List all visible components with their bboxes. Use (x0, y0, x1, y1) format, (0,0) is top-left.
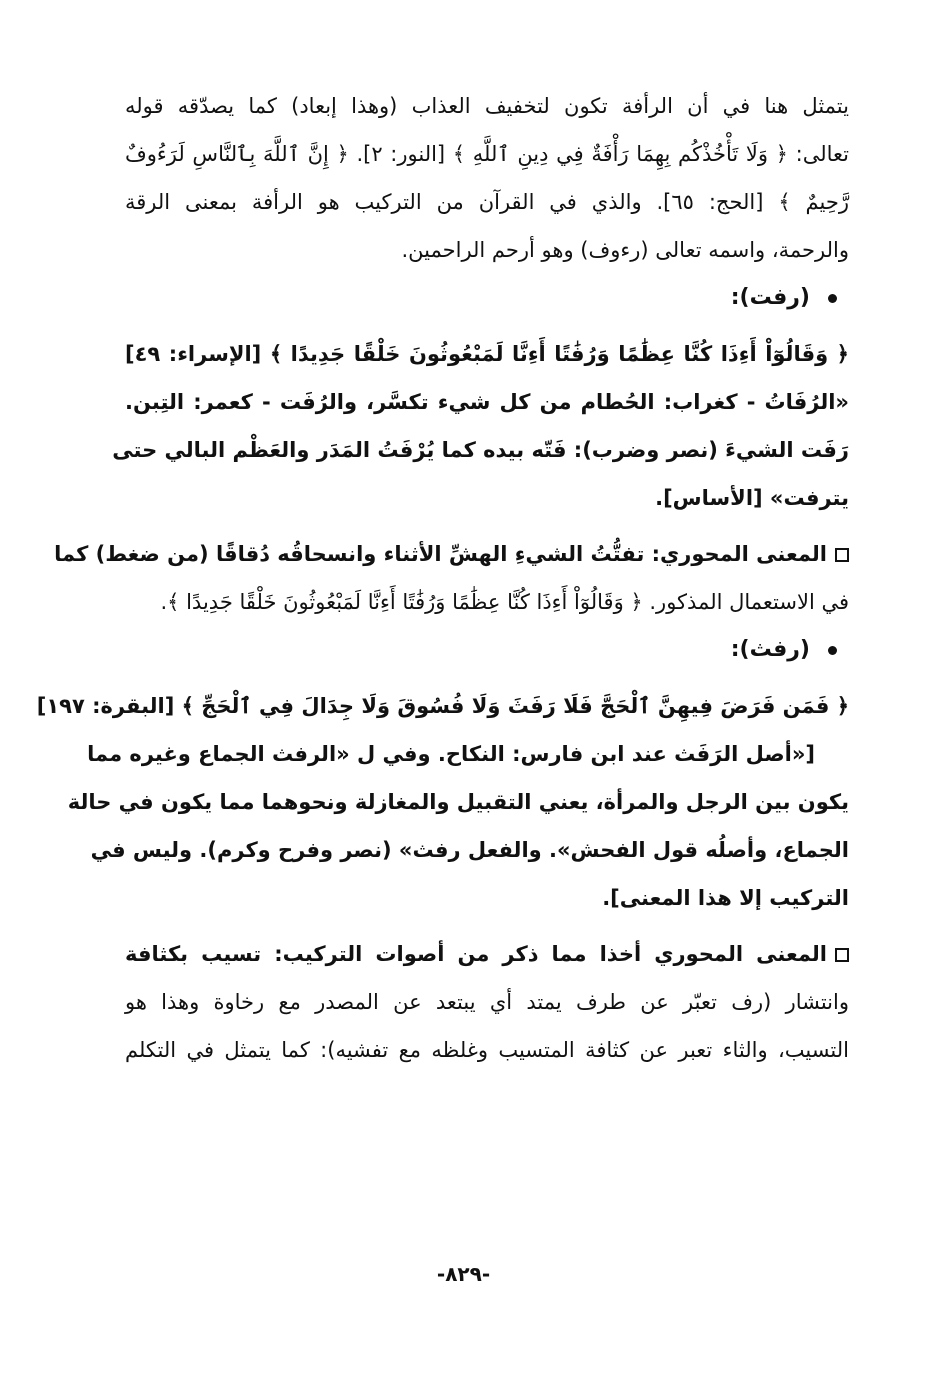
text-line: وانتشار (رف تعبّر عن طرف يمتد أي يبتعد عن المصدر مع رخاوة وهذا هو (125, 990, 849, 1014)
text-line (125, 930, 849, 978)
square-box-icon (835, 548, 849, 562)
page-body (36, 82, 849, 1074)
text-line: التركيب إلا هذا المعنى]. (602, 886, 849, 910)
text-line: والرحمة، واسمه تعالى (رءوف) وهو أرحم الراحمين. (401, 238, 849, 262)
heading-text: (رفث): (730, 637, 810, 662)
bullet-icon (828, 646, 837, 655)
entry-heading-rft (125, 274, 849, 322)
text-line: يكون بين الرجل والمرأة، يعني التقبيل والمغازلة ونحوهما مما يكون في حالة (67, 790, 849, 814)
text-line (54, 530, 849, 578)
text-line: رَّحِيمٌ ﴾ [الحج: ٦٥]. والذي في القرآن من التركيب هو الرأفة بمعنى الرقة (125, 190, 849, 214)
text-line: الجماع، وأصلُه قول الفحش». والفعل رفث» (نصر وفرح وكرم). وليس في (90, 838, 849, 862)
entry-heading-rfth (125, 626, 849, 674)
line-text: المعنى المحوري: تفتُّتُ الشيءِ الهشِّ الأثناء وانسحاقُه دُقاقًا (من ضغط) كما (54, 542, 827, 566)
page-number: -٨٢٩- (436, 1262, 491, 1286)
paragraph-5 (125, 930, 849, 1074)
bullet-icon (828, 294, 837, 303)
text-line: التسيب، والثاء تعبر عن كثافة المتسيب وغلظه مع تفشيه): كما يتمثل في التكلم (125, 1038, 849, 1062)
text-line: يتمثل هنا في أن الرأفة تكون لتخفيف العذاب (وهذا إبعاد) كما يصدّقه قوله (125, 94, 849, 118)
text-line: «الرُفَاتُ - كغراب: الحُطام من كل شيء تكسَّر، والرُفَت - كعمر: التِبن. (125, 390, 849, 414)
quran-quote: ﴿ فَمَن فَرَضَ فِيهِنَّ ٱلْحَجَّ فَلَا رَفَثَ وَلَا فُسُوقَ وَلَا جِدَالَ فِي ٱلْحَجِّ ﴾ [البقرة: ١٩٧] (36, 694, 849, 718)
text-line: تعالى: ﴿ وَلَا تَأْخُذْكُم بِهِمَا رَأْفَةٌ فِي دِينِ ٱللَّهِ ﴾ [النور: ٢]. ﴿ إِنَّ ٱللَّهَ بِٱلنَّاسِ لَرَءُوفٌ (125, 142, 849, 166)
quran-quote: ﴿ وَقَالُوٓاْ أَءِذَا كُنَّا عِظَٰمًا وَرُفَٰتًا أَءِنَّا لَمَبْعُوثُونَ خَلْقًا جَدِيدًا ﴾ [الإسراء: ٤٩] (125, 342, 849, 366)
text-line: [«أصل الرَفَث عند ابن فارس: النكاح. وفي ل «الرفث الجماع وغيره مما (87, 742, 815, 766)
text-line: يترفت» [الأساس]. (655, 486, 849, 510)
text-line: رَفَت الشيءَ (نصر وضرب): فَتّه بيده كما يُرْفَتُ المَدَر والعَظْم البالي حتى (112, 438, 849, 462)
square-box-icon (835, 948, 849, 962)
paragraph-1 (125, 82, 849, 274)
paragraph-2 (112, 378, 849, 522)
line-text: المعنى المحوري أخذا مما ذكر من أصوات التركيب: تسيب بكثافة (125, 942, 827, 966)
text-line: في الاستعمال المذكور. ﴿ وَقَالُوٓاْ أَءِذَا كُنَّا عِظَٰمًا وَرُفَٰتًا أَءِنَّا لَمَبْعُوثُونَ خَلْقًا جَدِيدًا ﴾. (160, 590, 849, 614)
heading-text: (رفت): (730, 285, 810, 310)
paragraph-3 (54, 530, 849, 626)
paragraph-4 (67, 730, 849, 922)
